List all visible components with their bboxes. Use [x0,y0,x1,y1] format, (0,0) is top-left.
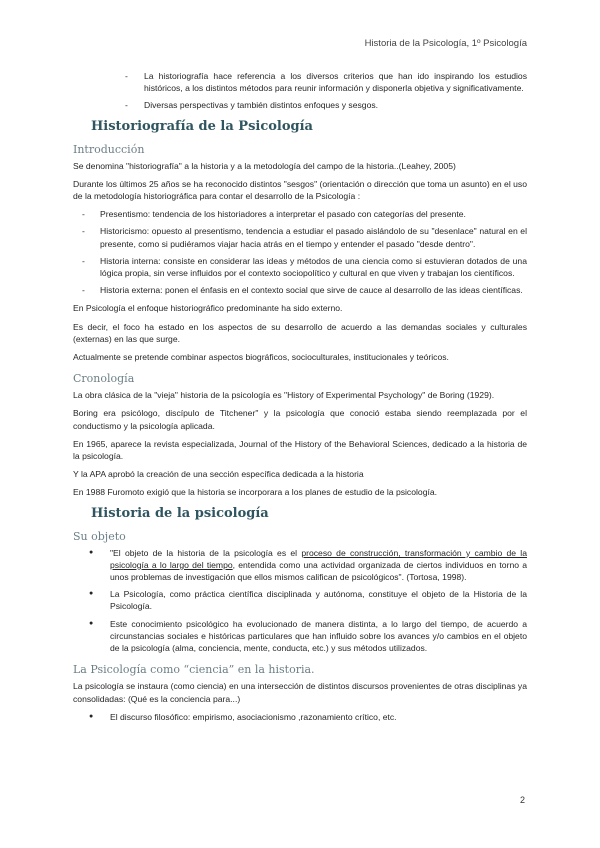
page-content [73,70,527,729]
page-number: 2 [520,795,526,805]
list-item: ● El discurso filosófico: empirismo, asociacionismo ,razonamiento crítico, etc. [73,711,527,723]
paragraph: La obra clásica de la "vieja" historia de la psicología es "History of Experimental Psychology" de Boring (1929). [73,390,495,401]
quote-text: , entendida como una actividad organizada de ciertos individuos en torno a unos problemas de investigación que ellos mismos califican de psicológicos". (Tortosa, 1998). [110,559,527,583]
paragraph: En 1965, aparece la revista especializada, Journal of the History of the Behavioral Sciences, dedicado a la historia de la psicología. [73,438,527,462]
running-header: Historia de la Psicología, 1º Psicología [364,38,527,49]
section-title-historia: Historia de la psicología [91,505,269,521]
paragraph: La psicología se instaura (como ciencia) en una intersección de distintos discursos provenientes de otras disciplinas ya consolidadas: (Qué es la conciencia para...) [73,681,527,704]
paragraph: Durante los últimos 25 años se ha reconocido distintos "sesgos" (orientación o dirección que toma un asunto) en el uso de la metodología historiográfica para contar el desarrollo de la Psicología : [73,178,527,202]
paragraph: En Psicología el enfoque historiográfico predominante ha sido externo. [73,303,343,314]
list-item: ● La Psicología, como práctica científica disciplinada y autónoma, constituye el objeto de la Historia de la Psicología. [73,588,527,612]
section-title-historiografia: Historiografía de la Psicología [91,118,313,134]
paragraph: Y la APA aprobó la creación de una sección específica dedicada a la historia [73,469,364,480]
paragraph: Es decir, el foco ha estado en los aspectos de su desarrollo de acuerdo a las demandas sociales y culturales (externas) en las que surge. [73,321,527,344]
list-item: - Historicismo: opuesto al presentismo, tendencia a estudiar el pasado aislándolo de su "desenlace" natural en el presente, como si pudiéramos viajar hacia atrás en el tiempo y entender el pasado "desde dentro". [73,225,527,249]
objeto-list [73,547,527,655]
ciencia-list [73,711,527,723]
paragraph: En 1988 Furomoto exigió que la historia se incorporara a los planes de estudio de la psicología. [73,487,438,498]
paragraph: Se denomina "historiografía" a la historia y a la metodología del campo de la historia..(Leahey, 2005) [73,160,456,171]
subheading-ciencia: La Psicología como “ciencia” en la historia. [73,663,315,677]
underlined-text: proceso de construcción, transformación y cambio de la psicología a lo largo del tiempo [110,547,527,570]
subheading-introduccion: Introducción [73,142,145,156]
subheading-su-objeto: Su objeto [73,529,126,543]
list-item: ● Este conocimiento psicológico ha evolucionado de manera distinta, a lo largo del tiempo, de acuerdo a circunstancias sociales e históricas particulares que han influido sobre los avances y/o cambios en el objeto de la psicología (alma, conciencia, mente, conducta, etc.) y sus métodos utilizados. [73,618,527,655]
subheading-cronologia: Cronología [73,372,135,386]
paragraph: Actualmente se pretende combinar aspectos biográficos, socioculturales, institucionales y teóricos. [73,352,449,363]
paragraph: Boring era psicólogo, discípulo de Titchener" y la psicología que conoció estaba siendo reemplazada por el conductismo y la psicología aplicada. [73,408,527,431]
list-item: - Historia externa: ponen el énfasis en el contexto social que sirve de cauce al desarrollo de las ideas científicas. [73,284,527,296]
quote-text: "El objeto de la historia de la psicología es el [110,547,302,558]
sesgos-list [73,208,527,296]
list-item: - La historiografía hace referencia a los diversos criterios que han ido inspirando los estudios históricos, a los distintos métodos para reunir información y disponerla objetiva y significativamente. [73,70,527,94]
list-item: - Historia interna: consiste en considerar las ideas y métodos de una ciencia como si estuvieran dotados de una lógica propia, sin verse influidos por el contexto sociopolítico y cultural en que viven y trabajan los científicos. [73,255,527,279]
list-item: - Presentismo: tendencia de los historiadores a interpretar el pasado con categorías del presente. [73,208,527,220]
intro-dash-list [73,70,527,112]
list-item: - Diversas perspectivas y también distintos enfoques y sesgos. [73,99,527,111]
list-item [73,547,527,584]
